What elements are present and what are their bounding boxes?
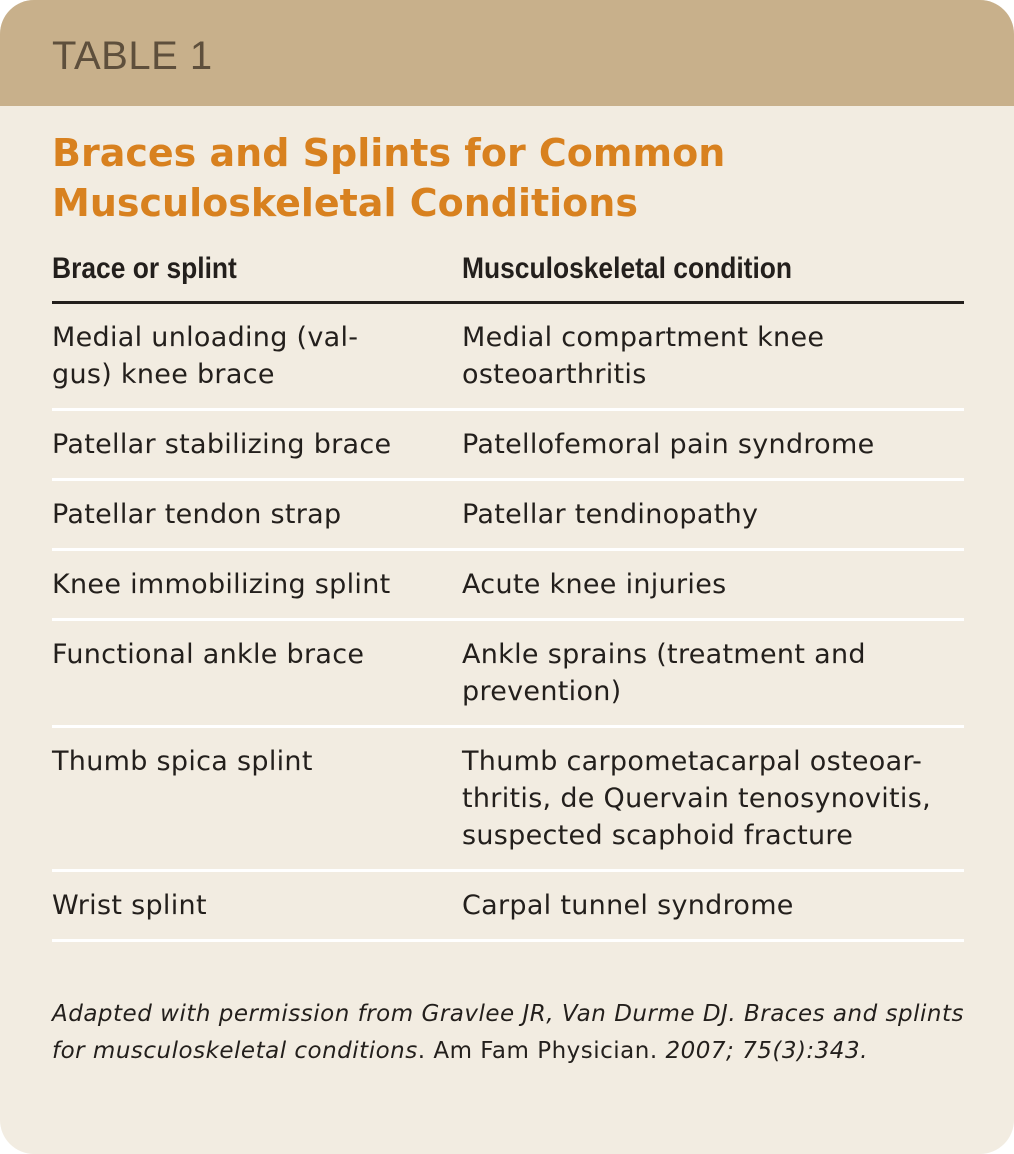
- cell-condition: Carpal tunnel syndrome: [462, 890, 794, 921]
- table-row: [52, 728, 964, 872]
- table-row: [52, 481, 964, 551]
- cell-brace: Thumb spica splint: [52, 746, 313, 777]
- data-table: [52, 248, 964, 942]
- table-row: [52, 872, 964, 942]
- table-footnote: [52, 996, 964, 1070]
- footnote-source: Adapted with permission from Gravlee JR, Van Durme DJ. Braces and splints for musculoskeletal conditions: [52, 1001, 964, 1064]
- table-head: [52, 248, 964, 304]
- table-row: [52, 304, 964, 411]
- table-number-label: TABLE 1: [52, 34, 213, 78]
- cell-brace: Medial unloading (val- gus) knee brace: [52, 322, 359, 390]
- cell-condition: Patellofemoral pain syndrome: [462, 429, 875, 460]
- cell-brace: Knee immobilizing splint: [52, 569, 391, 600]
- table-header-band: [0, 0, 1014, 106]
- cell-condition: Thumb carpometacarpal osteoar- thritis, de Quervain tenosynovitis, suspected scaphoid fracture: [462, 746, 931, 851]
- table-row: [52, 621, 964, 728]
- table-body: [52, 304, 964, 942]
- cell-condition: Ankle sprains (treatment and prevention): [462, 639, 866, 707]
- column-header-brace: Brace or splint: [52, 252, 237, 285]
- cell-brace: Functional ankle brace: [52, 639, 365, 670]
- cell-brace: Wrist splint: [52, 890, 207, 921]
- cell-condition: Acute knee injuries: [462, 569, 727, 600]
- cell-brace: Patellar stabilizing brace: [52, 429, 392, 460]
- column-header-condition: Musculoskeletal condition: [462, 252, 793, 285]
- footnote-citation: 2007; 75(3):343.: [665, 1038, 868, 1064]
- table-row: [52, 551, 964, 621]
- cell-condition: Medial compartment knee osteoarthritis: [462, 322, 825, 390]
- table-row: [52, 411, 964, 481]
- footnote-journal: . Am Fam Physician.: [417, 1038, 666, 1064]
- table-title: Braces and Splints for Common Musculoskeletal Conditions: [52, 131, 726, 225]
- cell-brace: Patellar tendon strap: [52, 499, 342, 530]
- cell-condition: Patellar tendinopathy: [462, 499, 759, 530]
